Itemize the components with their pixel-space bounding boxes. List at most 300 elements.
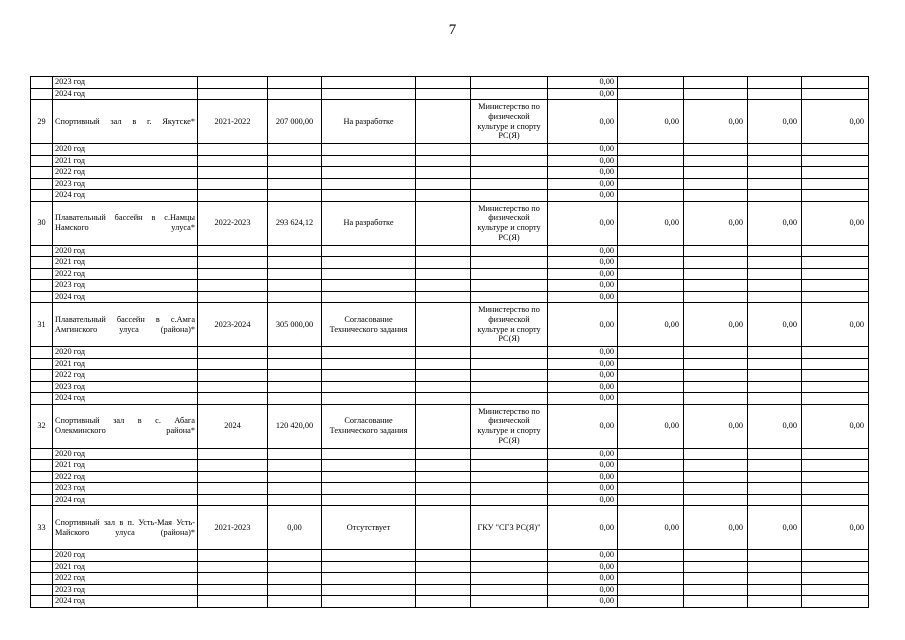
project-value: 0,00: [684, 404, 748, 448]
project-value: 0,00: [684, 303, 748, 347]
empty-cell: [198, 257, 268, 269]
empty-cell: [618, 483, 684, 495]
year-value: 0,00: [548, 347, 618, 359]
empty-cell: [31, 245, 53, 257]
empty-cell: [268, 596, 322, 608]
empty-cell: [31, 393, 53, 405]
year-row: [31, 483, 869, 495]
project-value: 0,00: [802, 506, 869, 550]
empty-cell: [618, 88, 684, 100]
empty-cell: [471, 471, 548, 483]
empty-cell: [198, 370, 268, 382]
empty-cell: [748, 573, 802, 585]
empty-cell: [416, 144, 471, 156]
empty-cell: [268, 291, 322, 303]
empty-cell: [198, 178, 268, 190]
project-cost: 207 000,00: [268, 100, 322, 144]
empty-cell: [31, 268, 53, 280]
year-label: 2024 год: [53, 291, 198, 303]
project-row: [31, 303, 869, 347]
empty-cell: [471, 448, 548, 460]
responsible-organization: Министерство по физической культуре и спорту РС(Я): [471, 201, 548, 245]
year-label: 2024 год: [53, 190, 198, 202]
empty-cell: [322, 370, 416, 382]
empty-cell: [748, 144, 802, 156]
empty-cell: [471, 167, 548, 179]
empty-cell: [802, 550, 869, 562]
project-row: [31, 201, 869, 245]
year-value: 0,00: [548, 190, 618, 202]
project-status: Согласование Технического задания: [322, 404, 416, 448]
year-value: 0,00: [548, 494, 618, 506]
empty-cell: [618, 561, 684, 573]
empty-cell: [684, 584, 748, 596]
year-label: 2020 год: [53, 550, 198, 562]
empty-cell: [802, 393, 869, 405]
empty-cell: [268, 483, 322, 495]
empty-cell: [268, 358, 322, 370]
empty-cell: [322, 257, 416, 269]
empty-cell: [684, 494, 748, 506]
year-row: [31, 280, 869, 292]
empty-cell: [31, 471, 53, 483]
year-row: [31, 596, 869, 608]
empty-cell: [31, 144, 53, 156]
year-label: 2023 год: [53, 381, 198, 393]
year-row: [31, 584, 869, 596]
project-value: 0,00: [548, 404, 618, 448]
empty-cell: [618, 245, 684, 257]
empty-cell: [802, 167, 869, 179]
empty-cell: [618, 381, 684, 393]
project-status: Согласование Технического задания: [322, 303, 416, 347]
empty-cell: [618, 448, 684, 460]
empty-cell: [198, 167, 268, 179]
empty-cell: [618, 155, 684, 167]
project-cost: 0,00: [268, 506, 322, 550]
empty-cell: [31, 190, 53, 202]
project-value: 0,00: [748, 201, 802, 245]
empty-cell: [198, 448, 268, 460]
empty-cell: [684, 573, 748, 585]
empty-cell: [618, 550, 684, 562]
empty-cell: [322, 561, 416, 573]
empty-cell: [31, 584, 53, 596]
year-label: 2020 год: [53, 245, 198, 257]
empty-cell: [31, 596, 53, 608]
empty-cell: [684, 460, 748, 472]
empty-cell: [471, 280, 548, 292]
empty-cell: [322, 573, 416, 585]
year-row: [31, 190, 869, 202]
year-value: 0,00: [548, 460, 618, 472]
empty-cell: [618, 358, 684, 370]
year-value: 0,00: [548, 381, 618, 393]
year-value: 0,00: [548, 280, 618, 292]
empty-cell: [322, 448, 416, 460]
empty-cell: [684, 144, 748, 156]
year-value: 0,00: [548, 178, 618, 190]
empty-cell: [416, 381, 471, 393]
empty-cell: [416, 280, 471, 292]
year-row: [31, 358, 869, 370]
empty-cell: [416, 167, 471, 179]
year-value: 0,00: [548, 144, 618, 156]
empty-cell: [802, 268, 869, 280]
empty-cell: [322, 167, 416, 179]
year-value: 0,00: [548, 155, 618, 167]
empty-cell: [268, 88, 322, 100]
empty-cell: [198, 561, 268, 573]
empty-cell: [322, 178, 416, 190]
empty-cell: [416, 494, 471, 506]
empty-cell: [618, 494, 684, 506]
empty-cell: [748, 280, 802, 292]
project-number: 31: [31, 303, 53, 347]
empty-cell: [748, 460, 802, 472]
empty-cell: [268, 393, 322, 405]
empty-cell: [684, 167, 748, 179]
year-row: [31, 561, 869, 573]
empty-cell: [802, 584, 869, 596]
empty-cell: [198, 245, 268, 257]
year-row: [31, 245, 869, 257]
empty-cell: [748, 370, 802, 382]
empty-cell: [748, 167, 802, 179]
project-name: Спортивный зал в с. Абага Олекминского района*: [53, 404, 198, 448]
empty-cell: [684, 596, 748, 608]
project-row: [31, 100, 869, 144]
year-label: 2022 год: [53, 167, 198, 179]
empty-cell: [471, 347, 548, 359]
year-row: [31, 573, 869, 585]
empty-cell: [198, 471, 268, 483]
empty-cell: [684, 268, 748, 280]
project-value: 0,00: [802, 303, 869, 347]
empty-cell: [684, 178, 748, 190]
year-value: 0,00: [548, 245, 618, 257]
empty-cell: [618, 573, 684, 585]
empty-cell: [802, 77, 869, 89]
empty-cell: [684, 88, 748, 100]
empty-cell: [748, 245, 802, 257]
year-row: [31, 448, 869, 460]
empty-cell: [802, 245, 869, 257]
year-label: 2021 год: [53, 561, 198, 573]
year-row: [31, 144, 869, 156]
empty-cell: [268, 448, 322, 460]
empty-cell: [322, 471, 416, 483]
year-row: [31, 167, 869, 179]
year-label: 2023 год: [53, 178, 198, 190]
empty-cell: [802, 561, 869, 573]
year-value: 0,00: [548, 483, 618, 495]
empty-cell: [748, 550, 802, 562]
empty-cell: [198, 584, 268, 596]
empty-cell: [198, 291, 268, 303]
year-row: [31, 460, 869, 472]
empty-cell: [416, 178, 471, 190]
empty-cell: [322, 88, 416, 100]
empty-cell: [322, 347, 416, 359]
year-value: 0,00: [548, 291, 618, 303]
empty-cell: [802, 460, 869, 472]
year-value: 0,00: [548, 257, 618, 269]
project-name: Плавательный бассейн в с.Намцы Намского улуса*: [53, 201, 198, 245]
empty-cell: [31, 550, 53, 562]
empty-cell: [748, 190, 802, 202]
empty-cell: [268, 178, 322, 190]
year-row: [31, 393, 869, 405]
empty-cell: [802, 190, 869, 202]
responsible-organization: Министерство по физической культуре и спорту РС(Я): [471, 100, 548, 144]
empty-cell: [618, 257, 684, 269]
empty-cell: [322, 494, 416, 506]
empty-cell: [268, 190, 322, 202]
year-label: 2021 год: [53, 155, 198, 167]
empty-cell: [268, 280, 322, 292]
empty-cell: [416, 561, 471, 573]
project-value: 0,00: [748, 404, 802, 448]
investment-projects-table: [30, 76, 869, 608]
project-status: На разработке: [322, 100, 416, 144]
empty-cell: [268, 77, 322, 89]
empty-cell: [416, 596, 471, 608]
year-label: 2020 год: [53, 144, 198, 156]
empty-cell: [268, 460, 322, 472]
empty-cell: [802, 280, 869, 292]
empty-cell: [198, 280, 268, 292]
empty-cell: [802, 448, 869, 460]
empty-cell: [268, 471, 322, 483]
year-label: 2023 год: [53, 584, 198, 596]
empty-cell: [684, 291, 748, 303]
empty-cell: [416, 573, 471, 585]
project-row: [31, 506, 869, 550]
project-value: 0,00: [684, 201, 748, 245]
empty-cell: [618, 178, 684, 190]
year-label: 2022 год: [53, 268, 198, 280]
project-name: Спортивный зал в п. Усть-Мая Усть-Майского улуса (района)*: [53, 506, 198, 550]
empty-cell: [618, 190, 684, 202]
empty-cell: [802, 144, 869, 156]
empty-cell: [471, 381, 548, 393]
year-value: 0,00: [548, 561, 618, 573]
project-status: Отсутствует: [322, 506, 416, 550]
year-label: 2020 год: [53, 448, 198, 460]
empty-cell: [471, 77, 548, 89]
empty-cell: [31, 280, 53, 292]
empty-cell: [471, 358, 548, 370]
empty-cell: [198, 77, 268, 89]
empty-cell: [322, 483, 416, 495]
empty-cell: [268, 167, 322, 179]
year-row: [31, 370, 869, 382]
year-value: 0,00: [548, 550, 618, 562]
year-label: 2021 год: [53, 460, 198, 472]
empty-cell: [198, 381, 268, 393]
empty-cell: [322, 584, 416, 596]
empty-cell: [416, 460, 471, 472]
empty-cell: [684, 77, 748, 89]
year-value: 0,00: [548, 584, 618, 596]
empty-cell: [31, 155, 53, 167]
project-value: 0,00: [748, 303, 802, 347]
project-value: 0,00: [618, 506, 684, 550]
empty-cell: [322, 245, 416, 257]
empty-cell: [31, 358, 53, 370]
year-row: [31, 291, 869, 303]
empty-cell: [471, 144, 548, 156]
empty-cell: [416, 471, 471, 483]
project-value: 0,00: [618, 201, 684, 245]
project-number: 32: [31, 404, 53, 448]
table-body: [31, 77, 869, 608]
empty-cell: [684, 257, 748, 269]
empty-cell: [684, 471, 748, 483]
empty-cell: [416, 448, 471, 460]
project-value: 0,00: [748, 100, 802, 144]
year-row: [31, 471, 869, 483]
year-value: 0,00: [548, 573, 618, 585]
empty-cell: [802, 358, 869, 370]
empty-cell: [268, 347, 322, 359]
empty-cell: [31, 448, 53, 460]
empty-cell: [268, 370, 322, 382]
year-label: 2022 год: [53, 471, 198, 483]
empty-cell: [31, 573, 53, 585]
empty-cell: [802, 471, 869, 483]
empty-cell: [322, 381, 416, 393]
project-value: 0,00: [802, 201, 869, 245]
empty-cell: [618, 584, 684, 596]
empty-cell: [684, 370, 748, 382]
empty-cell: [684, 280, 748, 292]
empty-cell: [684, 448, 748, 460]
empty-cell: [198, 268, 268, 280]
empty-cell: [416, 358, 471, 370]
year-label: 2022 год: [53, 573, 198, 585]
year-value: 0,00: [548, 393, 618, 405]
empty-cell: [471, 550, 548, 562]
empty-cell: [618, 77, 684, 89]
project-value: 0,00: [618, 404, 684, 448]
empty-cell: [471, 190, 548, 202]
project-period: 2022-2023: [198, 201, 268, 245]
empty-cell: [684, 155, 748, 167]
project-cost: 305 000,00: [268, 303, 322, 347]
year-row: [31, 347, 869, 359]
responsible-organization: Министерство по физической культуре и спорту РС(Я): [471, 404, 548, 448]
responsible-organization: ГКУ "СГЗ РС(Я)": [471, 506, 548, 550]
empty-cell: [618, 596, 684, 608]
year-value: 0,00: [548, 88, 618, 100]
project-value: 0,00: [802, 100, 869, 144]
empty-cell: [416, 268, 471, 280]
year-label: 2022 год: [53, 370, 198, 382]
empty-cell: [748, 88, 802, 100]
project-period: 2024: [198, 404, 268, 448]
empty-cell: [416, 77, 471, 89]
empty-cell: [684, 358, 748, 370]
empty-cell: [416, 100, 471, 144]
year-row: [31, 381, 869, 393]
year-label: 2023 год: [53, 280, 198, 292]
empty-cell: [268, 494, 322, 506]
empty-cell: [471, 178, 548, 190]
empty-cell: [618, 291, 684, 303]
empty-cell: [471, 257, 548, 269]
empty-cell: [322, 190, 416, 202]
empty-cell: [416, 291, 471, 303]
empty-cell: [684, 393, 748, 405]
year-value: 0,00: [548, 596, 618, 608]
year-label: 2020 год: [53, 347, 198, 359]
year-value: 0,00: [548, 370, 618, 382]
empty-cell: [802, 178, 869, 190]
project-period: 2023-2024: [198, 303, 268, 347]
project-number: 29: [31, 100, 53, 144]
empty-cell: [322, 358, 416, 370]
empty-cell: [748, 448, 802, 460]
year-value: 0,00: [548, 77, 618, 89]
empty-cell: [416, 584, 471, 596]
empty-cell: [748, 471, 802, 483]
empty-cell: [416, 190, 471, 202]
year-label: 2024 год: [53, 88, 198, 100]
empty-cell: [31, 460, 53, 472]
empty-cell: [748, 381, 802, 393]
empty-cell: [471, 268, 548, 280]
empty-cell: [268, 245, 322, 257]
empty-cell: [416, 201, 471, 245]
empty-cell: [618, 347, 684, 359]
empty-cell: [322, 393, 416, 405]
empty-cell: [802, 494, 869, 506]
year-row: [31, 155, 869, 167]
empty-cell: [748, 291, 802, 303]
empty-cell: [802, 88, 869, 100]
empty-cell: [322, 460, 416, 472]
empty-cell: [748, 155, 802, 167]
empty-cell: [802, 155, 869, 167]
empty-cell: [198, 550, 268, 562]
project-name: Плавательный бассейн в с.Амга Амгинского улуса (района)*: [53, 303, 198, 347]
empty-cell: [31, 88, 53, 100]
empty-cell: [802, 381, 869, 393]
empty-cell: [748, 347, 802, 359]
empty-cell: [618, 144, 684, 156]
empty-cell: [198, 358, 268, 370]
empty-cell: [31, 167, 53, 179]
empty-cell: [471, 460, 548, 472]
responsible-organization: Министерство по физической культуре и спорту РС(Я): [471, 303, 548, 347]
empty-cell: [684, 381, 748, 393]
empty-cell: [31, 370, 53, 382]
empty-cell: [618, 167, 684, 179]
empty-cell: [748, 77, 802, 89]
year-label: 2021 год: [53, 257, 198, 269]
empty-cell: [748, 596, 802, 608]
empty-cell: [268, 257, 322, 269]
year-row: [31, 550, 869, 562]
empty-cell: [471, 584, 548, 596]
empty-cell: [471, 370, 548, 382]
empty-cell: [471, 88, 548, 100]
empty-cell: [268, 381, 322, 393]
empty-cell: [684, 561, 748, 573]
year-row: [31, 268, 869, 280]
